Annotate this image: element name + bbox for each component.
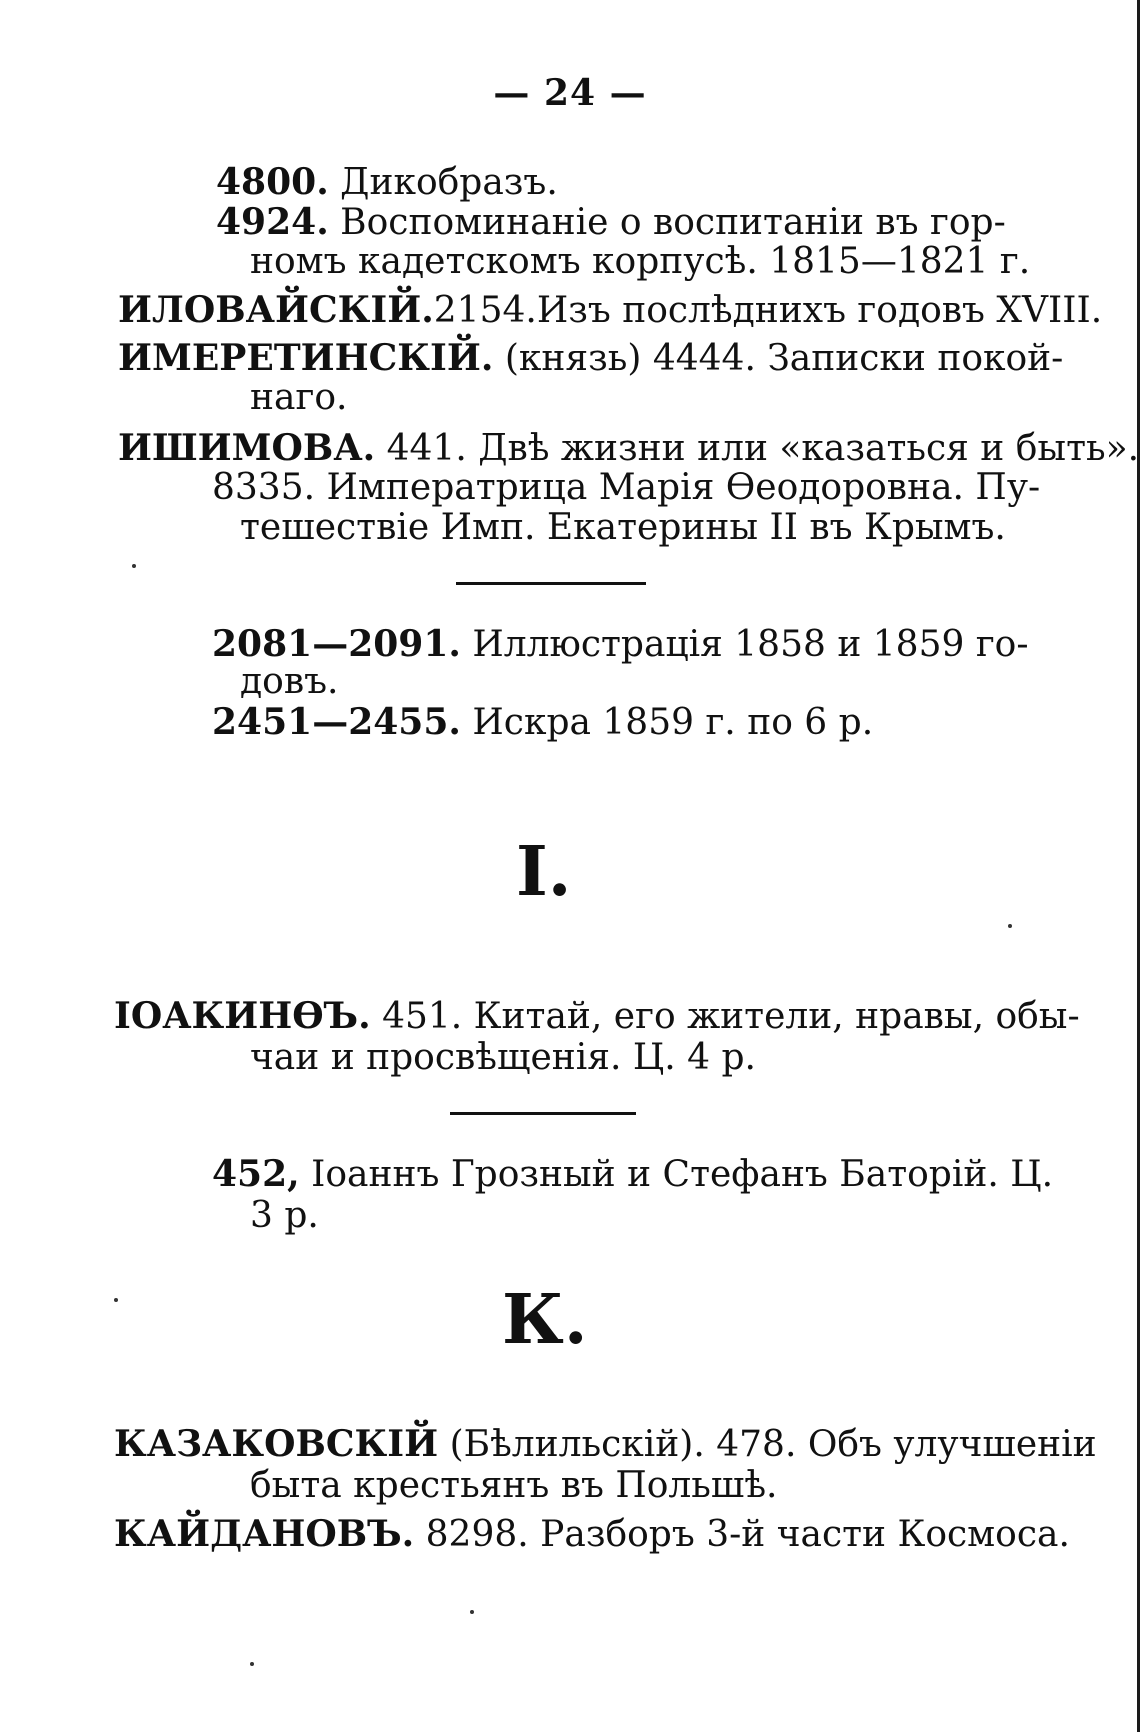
author-name: ИШИМОВА. [118,427,376,469]
entry-text: Дикобразъ. [328,162,558,203]
separator-rule [450,1112,636,1115]
author-name: КАЙДАНОВЪ. [114,1513,415,1555]
entry-number: 2081—2091. [212,623,461,665]
entry-text: номъ кадетскомъ корпусѣ. 1815—1821 г. [250,241,1031,282]
entry-line [114,1422,1097,1467]
print-speck [470,1610,474,1614]
entry-line [118,288,1102,333]
print-speck [114,1298,118,1302]
section-heading-i: I. [516,832,572,912]
entry-line [216,160,558,205]
entry-number: 4800. [216,161,329,203]
entry-line [114,994,1080,1039]
print-speck [250,1662,254,1666]
entry-line [216,200,1006,245]
entry-line [118,336,1063,381]
entry-text: Иллюстрація 1858 и 1859 го- [460,624,1029,665]
entry-text: Іоаннъ Грозный и Стефанъ Баторій. Ц. [299,1154,1054,1195]
entry-line [212,466,1040,510]
entry-text: 441. Двѣ жизни или «казаться и быть». [375,428,1140,469]
entry-text: 451. Китай, его жители, нравы, обы- [370,996,1080,1037]
entry-text: наго. [250,377,348,418]
author-name: ИМЕРЕТИНСКІЙ. [118,337,494,379]
separator-rule [456,582,646,585]
entry-line [250,1464,778,1508]
entry-text: 3 р. [250,1195,319,1236]
entry-line [250,376,347,420]
entry-text: 2154.Изъ послѣднихъ годовъ XVIII. [433,290,1103,331]
entry-text: 8298. Разборъ 3-й части Космоса. [414,1514,1070,1555]
entry-line [250,240,1030,284]
entry-text: Воспоминаніе о воспитаніи въ гор- [328,202,1006,243]
entry-line [250,1194,319,1238]
entry-line [114,1512,1070,1557]
page-number: — 24 — [493,72,647,114]
author-name: ІОАКИНѲЪ. [114,995,371,1037]
entry-text: (Бѣлильскій). 478. Объ улучшеніи [438,1424,1097,1465]
entry-line [250,1036,756,1080]
entry-text: довъ. [240,661,339,702]
entry-text: чаи и просвѣщенія. Ц. 4 р. [250,1037,756,1078]
entry-line [240,660,338,704]
section-heading-k: К. [502,1280,588,1360]
author-name: ИЛОВАЙСКІЙ. [118,289,434,331]
entry-line [212,1152,1053,1197]
entry-line [212,700,873,745]
entry-text: Искра 1859 г. по 6 р. [460,702,874,743]
entry-number: 4924. [216,201,329,243]
author-name: КАЗАКОВСКІЙ [114,1423,439,1465]
entry-line [240,506,1006,550]
entry-number: 2451—2455. [212,701,461,743]
entry-text: 8335. Императрица Марія Ѳеодоровна. Пу- [212,467,1041,508]
print-speck [132,564,136,568]
entry-line [118,426,1139,471]
entry-text: (князь) 4444. Записки покой- [493,338,1064,379]
entry-text: тешествіе Имп. Екатерины II въ Крымъ. [240,507,1006,548]
entry-text: быта крестьянъ въ Польшѣ. [250,1465,778,1506]
print-speck [1008,924,1012,928]
entry-number: 452, [212,1153,300,1195]
